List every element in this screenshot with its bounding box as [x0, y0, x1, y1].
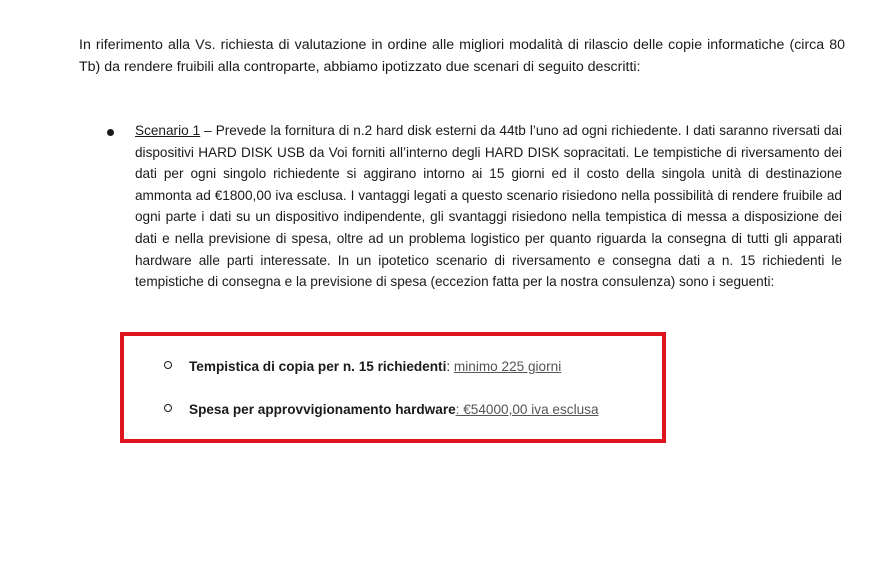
list-item-timing	[164, 357, 561, 377]
timing-label: Tempistica di copia per n. 15 richiedenti	[189, 359, 447, 374]
bullet-dot-icon	[107, 129, 114, 136]
cost-separator: :	[455, 402, 460, 417]
scenario-paragraph	[135, 120, 842, 293]
cost-label: Spesa per approvvigionamento hardware	[189, 402, 456, 417]
timing-value: minimo 225 giorni	[453, 359, 562, 374]
highlight-box	[120, 332, 666, 443]
circle-bullet-icon	[164, 361, 172, 369]
timing-separator: :	[446, 359, 454, 374]
scenario-title: Scenario 1	[135, 123, 201, 138]
list-item-cost	[164, 400, 599, 420]
circle-bullet-icon	[164, 404, 172, 412]
scenario-body: – Prevede la fornitura di n.2 hard disk esterni da 44tb l’uno ad ogni richiedente. I dati saranno riversati dai dispositivi HARD DISK USB da Voi forniti all’interno degli HARD DISK sopracitati. Le tempistiche di riversamento dei dati per ogni singolo richiedente si aggirano intorno ai 15 giorni ed il costo della singola unità di destinazione ammonta ad €1800,00 iva esclusa. I vantaggi legati a questo scenario risiedono nella possibilità di rendere fruibile ad ogni parte i dati su un dispositivo indipendente, gli svantaggi risiedono nella tempistica di messa a disposizione dei dati e nella previsione di spesa, oltre ad un problema logistico per quanto riguarda la consegna di tutti gli apparati hardware alle parti interessate. In un ipotetico scenario di riversamento e consegna dati a n. 15 richiedenti le tempistiche di consegna e la previsione di spesa (eccezion fatta per la nostra consulenza) sono i seguenti:	[135, 123, 842, 290]
cost-value: €54000,00 iva esclusa	[459, 402, 599, 417]
intro-paragraph: In riferimento alla Vs. richiesta di valutazione in ordine alle migliori modalità di rilascio delle copie informatiche (circa 80 Tb) da rendere fruibili alla controparte, abbiamo ipotizzato due scenari di seguito descritti:	[79, 37, 845, 75]
